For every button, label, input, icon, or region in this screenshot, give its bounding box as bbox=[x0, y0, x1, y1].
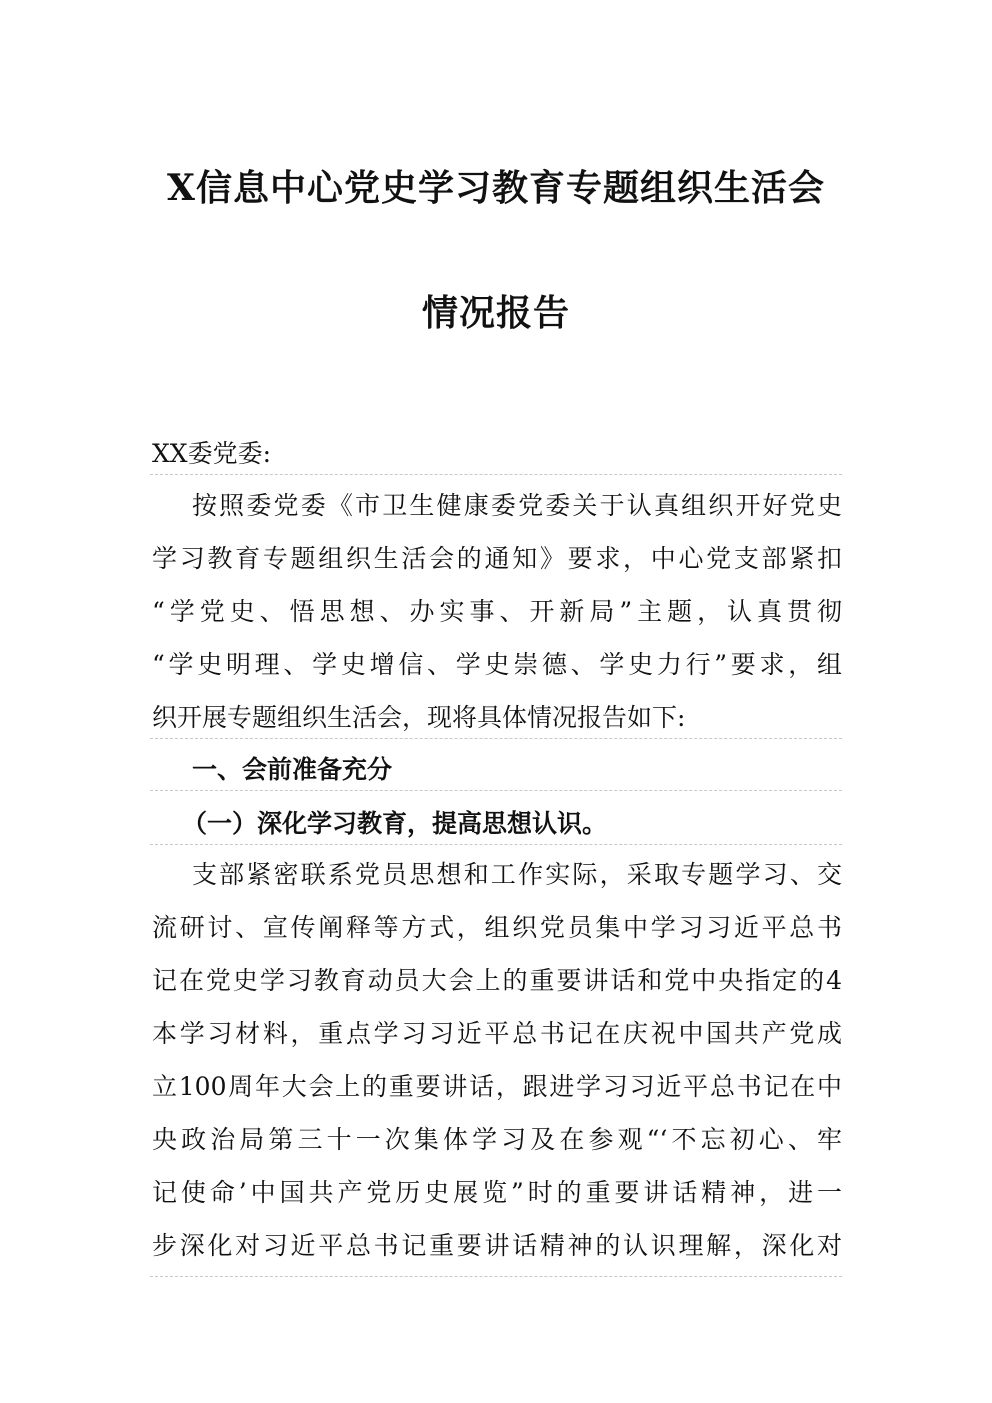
dotted-rule bbox=[150, 844, 842, 845]
paragraph-line: “学党史、悟思想、办实事、开新局”主题，认真贯彻 bbox=[152, 597, 842, 626]
paragraph-line: 学习教育专题组织生活会的通知》要求，中心党支部紧扣 bbox=[152, 544, 842, 573]
paragraph-line: 记使命’中国共产党历史展览”时的重要讲话精神，进一 bbox=[152, 1178, 842, 1207]
body-paragraph bbox=[152, 848, 842, 1272]
section-heading: 一、会前准备充分 bbox=[192, 755, 393, 784]
paragraph-line: 织开展专题组织生活会，现将具体情况报告如下: bbox=[152, 703, 686, 732]
dotted-rule bbox=[150, 790, 842, 791]
document-title-line-2: 情况报告 bbox=[421, 292, 570, 334]
subsection-heading: （一）深化学习教育，提高思想认识。 bbox=[182, 809, 608, 838]
paragraph-line: 按照委党委《市卫生健康委党委关于认真组织开好党史 bbox=[192, 491, 842, 520]
salutation: XX委党委: bbox=[152, 439, 272, 468]
paragraph-line: 本学习材料，重点学习习近平总书记在庆祝中国共产党成 bbox=[152, 1019, 842, 1048]
paragraph-line: 支部紧密联系党员思想和工作实际，采取专题学习、交 bbox=[192, 860, 842, 889]
dotted-rule bbox=[150, 738, 842, 739]
paragraph-line: 央政治局第三十一次集体学习及在参观“‘不忘初心、牢 bbox=[152, 1125, 842, 1154]
paragraph-line: 流研讨、宣传阐释等方式，组织党员集中学习习近平总书 bbox=[152, 913, 842, 942]
paragraph-line: 记在党史学习教育动员大会上的重要讲话和党中央指定的4 bbox=[152, 966, 842, 995]
paragraph-line: 立100周年大会上的重要讲话，跟进学习习近平总书记在中 bbox=[152, 1072, 842, 1101]
intro-paragraph bbox=[152, 479, 842, 744]
document-title-line-1: X信息中心党史学习教育专题组织生活会 bbox=[167, 167, 825, 209]
paragraph-line: “学史明理、学史增信、学史崇德、学史力行”要求，组 bbox=[152, 650, 842, 679]
paragraph-line: 步深化对习近平总书记重要讲话精神的认识理解，深化对 bbox=[152, 1231, 842, 1260]
dotted-rule bbox=[150, 474, 842, 475]
dotted-rule bbox=[150, 1276, 842, 1277]
